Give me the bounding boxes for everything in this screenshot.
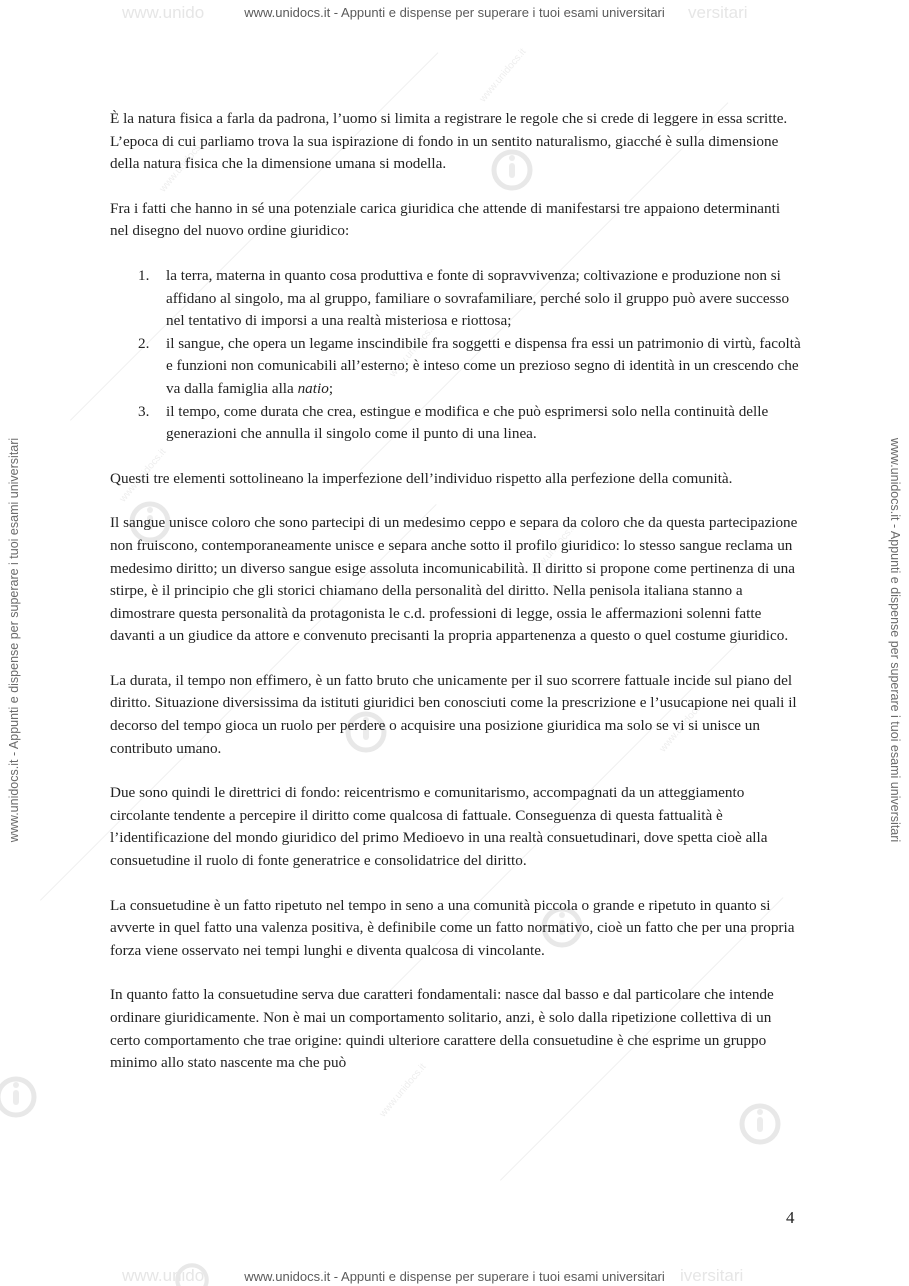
- watermark-diagonal-text: www.unidocs.it: [477, 46, 529, 105]
- list-item: [110, 401, 802, 446]
- watermark-ghost-text: www.unido: [122, 3, 205, 22]
- paragraph: In quanto fatto la consuetudine serva due caratteri fondamentali: nasce dal basso e dal particolare che intende ordinare giuridicamente. Non è mai un comportamento solitario, anzi, è solo dalla ripetizione collettiva di un certo comportamento che trae origine: quindi ulteriore carattere della consuetudine è che esprime un gruppo minimo allo stato nascente ma che può: [110, 986, 774, 1072]
- list-item-text: il sangue, che opera un legame inscindibile fra soggetti e dispensa fra essi un patrimonio di virtù, facoltà e funzioni non comunicabili all’esterno; è inteso come un prezioso segno di identità in un crescendo che va dalla famiglia alla: [166, 334, 801, 397]
- paragraph: Fra i fatti che hanno in sé una potenziale carica giuridica che attende di manifestarsi tre appaiono determinanti nel disegno del nuovo ordine giuridico:: [110, 199, 781, 240]
- watermark-banner-bottom: www.unidocs.it - Appunti e dispense per superare i tuoi esami universitari: [244, 1269, 665, 1284]
- paragraph: La durata, il tempo non effimero, è un fatto bruto che unicamente per il suo scorrere fattuale incide sul piano del diritto. Situazione diversissima da istituti giuridici ben conosciuti come la prescrizione e l’usucapione nei quali il decorso del tempo gioca un ruolo per perdere o acquisire una posizione giuridica ma solo se vi si unisce un contributo umano.: [110, 671, 797, 757]
- list-item-text: il tempo, come durata che crea, estingue e modifica e che può esprimersi solo nella continuità delle generazioni che annulla il singolo come il punto di una linea.: [166, 402, 769, 443]
- document-body: [110, 108, 802, 1097]
- unidocs-logo-icon: [0, 1075, 38, 1119]
- watermark-ghost-text: versitari: [688, 3, 748, 22]
- list-item: [110, 265, 802, 333]
- list-item-text: la terra, materna in quanto cosa produttiva e fonte di sopravvivenza; coltivazione e produzione non si affidano al singolo, ma al gruppo, familiare o sovrafamiliare, perché solo il gruppo può avere successo nel tentativo di imporsi a una realtà misteriosa e riottosa;: [166, 266, 790, 330]
- unidocs-logo-icon: [738, 1102, 782, 1146]
- list-item-number: 2.: [138, 334, 150, 352]
- paragraph: La consuetudine è un fatto ripetuto nel tempo in seno a una comunità piccola o grande e ripetuto in quanto si avverte in quel fatto una valenza positiva, è definibile come un fatto normativo, cioè un fatto che per una propria forza viene osservato nei tempi lunghi e diventa qualcosa di vincolante.: [110, 896, 795, 959]
- paragraph: Il sangue unisce coloro che sono partecipi di un medesimo ceppo e separa da coloro che da questa partecipazione non fruiscono, contemporaneamente unisce e separa anche sotto il profilo giuridico: lo stesso sangue reclama un medesimo diritto; un diverso sangue esige assoluta incomunicabilità. Il diritto si propone come pertinenza di una stirpe, è il principio che gli storici chiamano della personalità del diritto. Nella penisola italiana stanno a dimostrare questa personalità da protagonista le c.d. professioni di legge, ossia le affermazioni solenni fatte davanti a un giudice da attore e convenuto precisanti la propria appartenenza a questo o quel costume giuridico.: [110, 514, 798, 645]
- list-item-number: 1.: [138, 266, 150, 284]
- watermark-ghost-text: iversitari: [680, 1266, 744, 1285]
- list-item-italic-term: natio: [297, 379, 329, 397]
- numbered-list: [110, 265, 802, 446]
- watermark-diagonal-text: www.unidocs.it: [527, 521, 579, 580]
- paragraph: Due sono quindi le direttrici di fondo: reicentrismo e comunitarismo, accompagnati da un atteggiamento circolante tendente a percepire il diritto come qualcosa di fattuale. Conseguenza di questa fattualità è l’identificazione del mondo giuridico del primo Medioevo in una realtà consuetudinari, dove spetta cioè alla consuetudine il ruolo di fonte generatrice e consolidatrice del diritto.: [110, 784, 768, 870]
- watermark-banner-top: www.unidocs.it - Appunti e dispense per superare i tuoi esami universitari: [244, 5, 665, 20]
- watermark-diagonal-text: www.unidocs.it: [157, 136, 209, 195]
- paragraph: Questi tre elementi sottolineano la imperfezione dell’individuo rispetto alla perfezione della comunità.: [110, 469, 733, 487]
- watermark-diagonal-text: www.unidocs.it: [117, 446, 169, 505]
- list-item: [110, 333, 802, 401]
- page-number: 4: [786, 1208, 795, 1227]
- document-page: www.unidocs.it www.unidocs.it www.unidocs.it www.unidocs.it www.unidocs.it www.unidocs.it www.unidocs.it www.unido versitari www.unidocs.it - Appunti e dispense per superare i tuoi esami universitari www.unidocs.it - Appunti e dispense per superare i tuoi esami universitari www.unidocs.it - Appunti e dispense per superare i tuoi esami universitari È la natura fisica a farla da padrona, l’uomo si limita a registrare le regole che si crede di leggere in essa scritte. L’epoca di cui parliamo trova la sua ispirazione di fondo in un sentito naturalismo, giacché è sulla dimensione della natura fisica che la dimensione umana si modella. Fra i fatti che hanno in sé una potenziale carica giuridica che attende di manifestarsi tre appaiono determinanti nel disegno del nuovo ordine giuridico: 1. la terra, materna in quanto cosa produttiva e fonte di sopravvivenza; coltivazione e produzione non si affidano al singolo, ma al gruppo, familiare o sovrafamiliare, perché solo il gruppo può avere successo nel tentativo di imporsi a una realtà misteriosa e riottosa; 2. il sangue, che opera un legame inscindibile fra soggetti e dispensa fra essi un patrimonio di virtù, facoltà e funzioni non comunicabili all’esterno; è inteso come un prezioso segno di identità in un crescendo che va dalla famiglia alla natio; 3. il tempo, come durata che crea, estingue e modifica e che può esprimersi solo nella continuità delle generazioni che annulla il singolo come il punto di una linea. Questi tre elementi sottolineano la imperfezione dell’individuo rispetto alla perfezione della comunità. Il sangue unisce coloro che sono partecipi di un medesimo ceppo e separa da coloro che da questa partecipazione non fruiscono, contemporaneamente unisce e separa anche sotto il profilo giuridico: lo stesso sangue reclama un medesimo diritto; un diverso sangue esige assoluta incomunicabilità. Il diritto si propone come pertinenza di una stirpe, è il principio che gli storici chiamano della personalità del diritto. Nella penisola italiana stanno a dimostrare questa personalità da protagonista le c.d. professioni di legge, ossia le affermazioni solenni fatte davanti a un giudice da attore e convenuto precisanti la propria appartenenza a questo o quel costume giuridico. La durata, il tempo non effimero, è un fatto bruto che unicamente per il suo scorrere fattuale incide sul piano del diritto. Situazione diversissima da istituti giuridici ben conosciuti come la prescrizione e l’usucapione nei quali il decorso del tempo gioca un ruolo per perdere o acquisire una posizione giuridica ma solo se vi si unisce un contributo umano. Due sono quindi le direttrici di fondo: reicentrismo e comunitarismo, accompagnati da un atteggiamento circolante tendente a percepire il diritto come qualcosa di fattuale. Conseguenza di questa fattualità è l’identificazione del mondo giuridico del primo Medioevo in una realtà consuetudinari, dove spetta cioè alla consuetudine il ruolo di fonte generatrice e consolidatrice del diritto. La consuetudine è un fatto ripetuto nel tempo in seno a una comunità piccola o grande e ripetuto in quanto si avverte in quel fatto una valenza positiva, è definibile come un fatto normativo, cioè un fatto che per una propria forza viene osservato nei tempi lunghi e diventa qualcosa di vincolante. In quanto fatto la consuetudine serva due caratteri fondamentali: nasce dal basso e dal particolare che intende ordinare giuridicamente. Non è mai un comportamento solitario, anzi, è solo dalla ripetizione collettiva di un certo comportamento che trae origine: quindi ulteriore carattere della consuetudine è che esprime un gruppo minimo allo stato nascente ma che può 4 www.unido iversitari www.unidocs.it - Appunti e dispense per superare i tuoi esami universitari: [0, 0, 909, 1286]
- watermark-diagonal-text: www.unidocs.it: [387, 321, 439, 380]
- list-item-number: 3.: [138, 402, 150, 420]
- watermark-diagonal-text: www.unidocs.it: [657, 696, 709, 755]
- watermark-diagonal-text: www.unidocs.it: [377, 1061, 429, 1120]
- watermark-ghost-text: www.unido: [122, 1266, 205, 1285]
- list-item-text-end: ;: [328, 379, 334, 397]
- paragraph: È la natura fisica a farla da padrona, l’uomo si limita a registrare le regole che si crede di leggere in essa scritte. L’epoca di cui parliamo trova la sua ispirazione di fondo in un sentito naturalismo, giacché è sulla dimensione della natura fisica che la dimensione umana si modella.: [110, 110, 788, 173]
